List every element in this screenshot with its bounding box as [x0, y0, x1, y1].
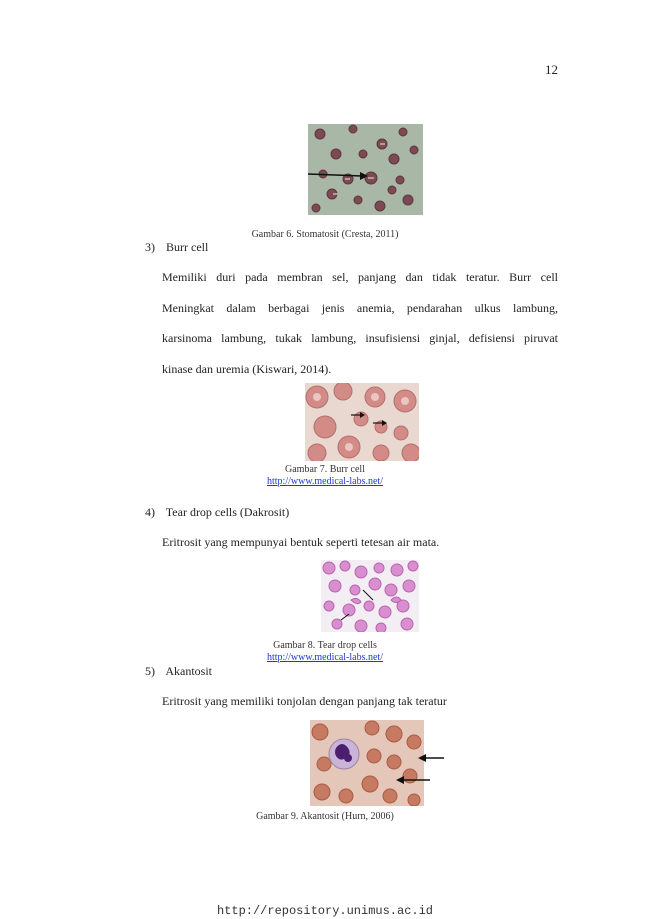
paragraph-line: Memiliki duri pada membran sel, panjang dan tidak teratur. Burr cell — [162, 270, 558, 284]
figure-8-caption: Gambar 8. Tear drop cells — [273, 640, 377, 651]
burr-cell-image — [305, 383, 419, 461]
page-number: 12 — [545, 62, 558, 77]
figure-9-caption: Gambar 9. Akantosit (Hurn, 2006) — [256, 811, 394, 822]
section-5-paragraph: Eritrosit yang memiliki tonjolan dengan panjang tak teratur — [162, 694, 447, 708]
section-5-title: Akantosit — [165, 664, 213, 678]
section-4-paragraph: Eritrosit yang mempunyai bentuk seperti tetesan air mata. — [162, 535, 440, 549]
tear-drop-cells-image — [321, 560, 419, 632]
section-4-number: 4) — [145, 505, 155, 519]
figure-6-caption: Gambar 6. Stomatosit (Cresta, 2011) — [251, 229, 399, 240]
stomatocyte-image — [308, 124, 423, 215]
section-3-paragraph — [162, 262, 558, 384]
paragraph-line: Meningkat dalam berbagai jenis anemia, pendarahan ulkus lambung, — [162, 300, 558, 315]
figure-7-link[interactable]: http://www.medical-labs.net/ — [267, 476, 383, 487]
acanthocyte-image — [310, 720, 450, 806]
figure-7-caption: Gambar 7. Burr cell — [285, 464, 365, 475]
section-5-number: 5) — [145, 664, 155, 678]
figure-8-link[interactable]: http://www.medical-labs.net/ — [267, 652, 383, 663]
section-3-heading — [145, 240, 208, 255]
section-3-number: 3) — [145, 240, 155, 254]
paragraph-line: kinase dan uremia (Kiswari, 2014). — [162, 361, 332, 376]
section-3-title: Burr cell — [166, 240, 209, 254]
paragraph-line: karsinoma lambung, tukak lambung, insufisiensi ginjal, defisiensi piruvat — [162, 331, 558, 345]
footer-url[interactable]: http://repository.unimus.ac.id — [216, 904, 434, 918]
section-5-heading — [145, 664, 212, 679]
section-4-title: Tear drop cells (Dakrosit) — [165, 505, 290, 519]
section-4-heading — [145, 505, 289, 520]
